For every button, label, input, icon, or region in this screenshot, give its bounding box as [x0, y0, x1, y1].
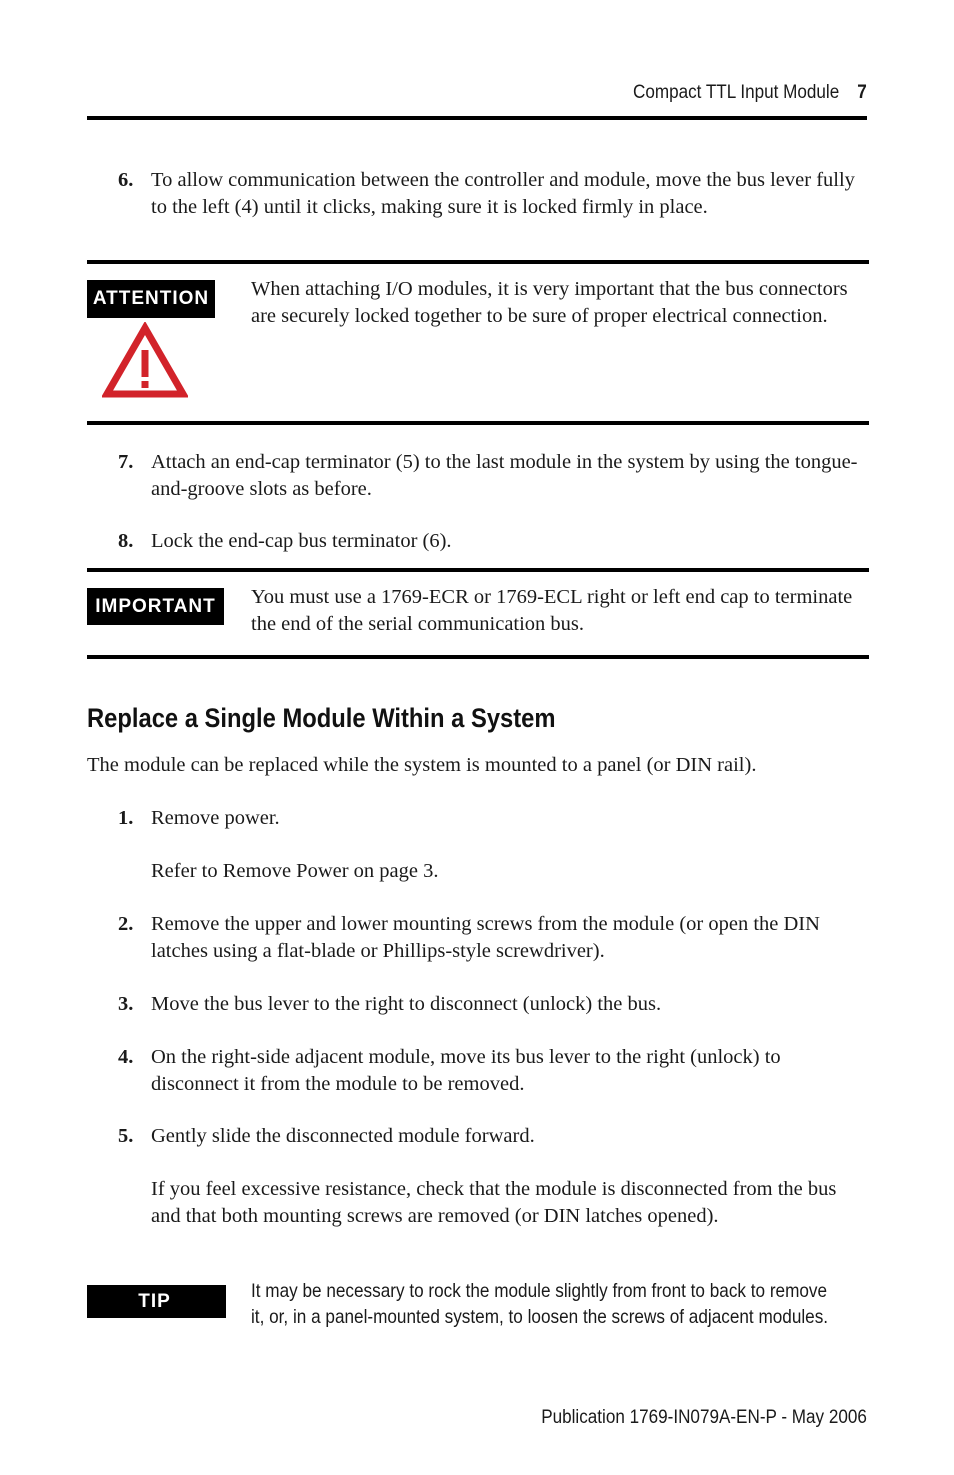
- replace-step-4: [118, 1044, 868, 1098]
- replace-step-3: [118, 991, 868, 1018]
- step-number: 5.: [118, 1125, 134, 1147]
- warning-triangle-icon: [102, 322, 188, 400]
- step-text: Lock the end-cap bus terminator (6).: [151, 530, 452, 552]
- section-heading: Replace a Single Module Within a System: [87, 703, 556, 733]
- replace-step-2: [118, 911, 868, 965]
- attention-label: ATTENTION: [87, 280, 215, 318]
- important-bottom-rule: [87, 655, 869, 659]
- step-6: [118, 167, 868, 247]
- page-number: 7: [857, 82, 867, 103]
- step-number: 8.: [118, 530, 134, 552]
- step-8: [118, 528, 868, 555]
- important-top-rule: [87, 568, 869, 572]
- step-number: 3.: [118, 993, 134, 1015]
- attention-top-rule: [87, 260, 869, 264]
- attention-bottom-rule: [87, 421, 869, 425]
- step-number: 2.: [118, 913, 134, 935]
- replace-step-1: [118, 805, 868, 885]
- step-text: On the right-side adjacent module, move its bus lever to the right (unlock) to disconnect it from the module to be removed.: [151, 1046, 781, 1095]
- tip-label-text: TIP: [138, 1290, 171, 1312]
- tip-text: It may be necessary to rock the module slightly from front to back to remove it, or, in a panel-mounted system, to loosen the screws of adjacent modules.: [251, 1280, 829, 1328]
- step-text: Gently slide the disconnected module forward.: [151, 1125, 535, 1147]
- step-text: To allow communication between the controller and module, move the bus lever fully to the left (4) until it clicks, making sure it is locked firmly in place.: [151, 169, 855, 218]
- replace-step-5: [118, 1123, 868, 1258]
- step-text: Move the bus lever to the right to disconnect (unlock) the bus.: [151, 993, 662, 1015]
- running-header: [633, 82, 867, 104]
- step-text: Attach an end-cap terminator (5) to the last module in the system by using the tongue-and-groove slots as before.: [151, 451, 858, 500]
- attention-text: When attaching I/O modules, it is very important that the bus connectors are securely locked together to be sure of proper electrical connection.: [251, 278, 848, 327]
- section-intro: The module can be replaced while the system is mounted to a panel (or DIN rail).: [87, 754, 757, 776]
- step-number: 6.: [118, 169, 134, 191]
- header-title: Compact TTL Input Module: [633, 82, 840, 103]
- publication-footer: Publication 1769-IN079A-EN-P - May 2006: [541, 1407, 867, 1428]
- important-text: You must use a 1769-ECR or 1769-ECL right or left end cap to terminate the end of the serial communication bus.: [251, 586, 853, 635]
- step-7: [118, 449, 868, 503]
- step-number: 7.: [118, 451, 134, 473]
- step-text: Remove power.: [151, 807, 280, 829]
- step-text: Remove the upper and lower mounting screws from the module (or open the DIN latches using a flat-blade or Phillips-style screwdriver).: [151, 913, 820, 962]
- step-number: 4.: [118, 1046, 134, 1068]
- step-note: Refer to Remove Power on page 3.: [151, 860, 439, 882]
- header-rule: [87, 116, 867, 120]
- tip-label: [87, 1285, 226, 1318]
- important-label: IMPORTANT: [87, 588, 224, 625]
- step-note: If you feel excessive resistance, check that the module is disconnected from the bus and that both mounting screws are removed (or DIN latches opened).: [151, 1178, 837, 1227]
- step-number: 1.: [118, 807, 134, 829]
